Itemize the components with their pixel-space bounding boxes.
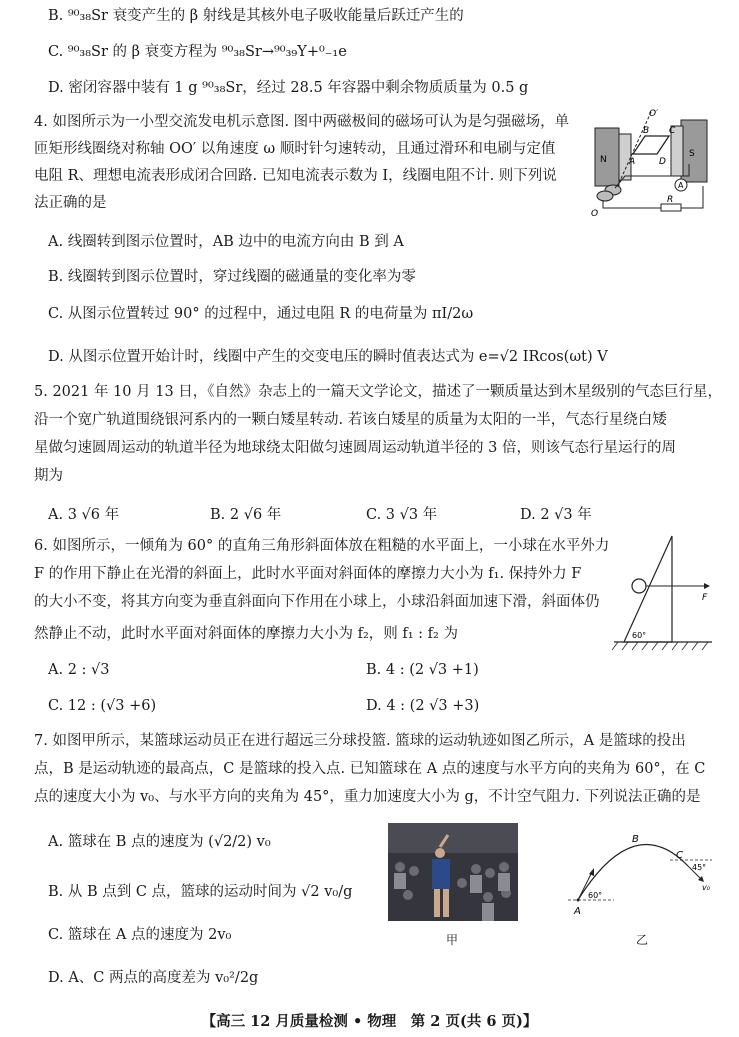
question-7-line-3: 点的速度大小为 v₀、与水平方向的夹角为 45°，重力加速度大小为 g，不计空气阻力. 下列说法正确的是 (34, 789, 701, 805)
trajectory-caption: 乙 (636, 933, 649, 947)
option-4c: C. 从图示位置转过 90° 的过程中，通过电阻 R 的电荷量为 πI/2ω (48, 306, 474, 322)
option-7c: C. 篮球在 A 点的速度为 2v₀ (48, 927, 232, 943)
generator-label-S: S (689, 149, 695, 159)
trajectory-angle-60: 60° (588, 891, 603, 900)
incline-angle-label: 60° (632, 631, 647, 640)
generator-label-N: N (600, 155, 607, 165)
option-6a: A. 2 : √3 (48, 662, 110, 678)
photo-caption: 甲 (446, 933, 459, 947)
option-7b: B. 从 B 点到 C 点，篮球的运动时间为 √2 v₀/g (48, 884, 353, 900)
question-7-line-2: 点，B 是运动轨迹的最高点，C 是篮球的投入点. 已知篮球在 A 点的速度与水平方向的夹角为 60°，在 C (34, 761, 706, 777)
option-6d: D. 4 : (2 √3 +3) (366, 698, 480, 714)
question-6-line-4: 然静止不动，此时水平面对斜面体的摩擦力大小为 f₂，则 f₁ : f₂ 为 (34, 626, 458, 642)
page-footer: 【高三 12 月质量检测 • 物理 第 2 页(共 6 页)】 (201, 1013, 538, 1030)
option-6c: C. 12 : (√3 +6) (48, 698, 157, 714)
option-4a: A. 线圈转到图示位置时，AB 边中的电流方向由 B 到 A (48, 234, 404, 250)
question-4-line-4: 法正确的是 (34, 195, 107, 211)
question-5-line-4: 期为 (34, 468, 63, 484)
option-5b: B. 2 √6 年 (210, 507, 282, 523)
generator-label-O-prime: O′ (649, 109, 659, 119)
question-5-line-1: 5. 2021 年 10 月 13 日，《自然》杂志上的一篇天文学论文，描述了一颗质量达到木星级别的气态巨行星， (34, 384, 723, 400)
question-4-line-1: 4. 如图所示为一小型交流发电机示意图. 图中两磁极间的磁场可认为是匀强磁场，单 (34, 114, 570, 130)
question-4-line-2: 匝矩形线圈绕对称轴 OO′ 以角速度 ω 顺时针匀速转动，且通过滑环和电刷与定值 (34, 141, 556, 157)
generator-label-C: C (669, 126, 676, 136)
basketball-photo (388, 823, 518, 921)
incline-diagram (612, 530, 718, 658)
option-5c: C. 3 √3 年 (366, 507, 438, 523)
question-4-line-3: 电阻 R、理想电流表形成闭合回路. 已知电流表示数为 I，线圈电阻不计. 则下列说 (34, 168, 557, 184)
generator-label-A-corner: A (629, 157, 636, 167)
trajectory-label-A: A (574, 906, 581, 917)
force-label-F: F (702, 593, 708, 603)
question-5-line-3: 星做匀速圆周运动的轨道半径为地球绕太阳做匀速圆周运动轨道半径的 3 倍，则该气态行星运行的周 (34, 440, 676, 456)
generator-label-R: R (667, 195, 674, 205)
generator-diagram (585, 106, 715, 218)
question-7-line-1: 7. 如图甲所示，某篮球运动员正在进行超远三分球投篮. 篮球的运动轨迹如图乙所示，A 是篮球的投出 (34, 733, 686, 749)
question-6-line-2: F 的作用下静止在光滑的斜面上，此时水平面对斜面体的摩擦力大小为 f₁. 保持外力 F (34, 566, 582, 582)
option-3d: D. 密闭容器中装有 1 g ⁹⁰₃₈Sr，经过 28.5 年容器中剩余物质质量为 0.5 g (48, 80, 529, 96)
option-6b: B. 4 : (2 √3 +1) (366, 662, 479, 678)
question-6-line-3: 的大小不变，将其方向变为垂直斜面向下作用在小球上，小球沿斜面加速下滑，斜面体仍 (34, 594, 600, 610)
option-5a: A. 3 √6 年 (48, 507, 120, 523)
trajectory-label-v0: v₀ (702, 883, 710, 892)
option-5d: D. 2 √3 年 (520, 507, 592, 523)
ammeter-label: A (678, 181, 684, 190)
option-7a: A. 篮球在 B 点的速度为 (√2/2) v₀ (48, 834, 271, 850)
option-4b: B. 线圈转到图示位置时，穿过线圈的磁通量的变化率为零 (48, 269, 416, 285)
option-3b: B. ⁹⁰₃₈Sr 衰变产生的 β 射线是其核外电子吸收能量后跃迁产生的 (48, 8, 464, 24)
photo-scene (388, 823, 518, 921)
generator-label-D: D (659, 157, 666, 167)
trajectory-label-C: C (676, 850, 683, 861)
option-4d: D. 从图示位置开始计时，线圈中产生的交变电压的瞬时值表达式为 e=√2 IRcos(ωt) V (48, 349, 608, 365)
option-7d: D. A、C 两点的高度差为 v₀²/2g (48, 970, 259, 986)
trajectory-label-B: B (632, 834, 639, 845)
generator-label-O: O (591, 209, 599, 218)
question-6-line-1: 6. 如图所示，一倾角为 60° 的直角三角形斜面体放在粗糙的水平面上，一小球在水平外力 (34, 538, 610, 554)
trajectory-diagram (562, 828, 722, 918)
trajectory-angle-45: 45° (692, 863, 707, 872)
generator-label-B: B (643, 126, 650, 136)
option-3c: C. ⁹⁰₃₈Sr 的 β 衰变方程为 ⁹⁰₃₈Sr→⁹⁰₃₉Y+⁰₋₁e (48, 44, 347, 60)
question-5-line-2: 沿一个宽广轨道围绕银河系内的一颗白矮星转动. 若该白矮星的质量为太阳的一半，气态行星绕白矮 (34, 412, 667, 428)
